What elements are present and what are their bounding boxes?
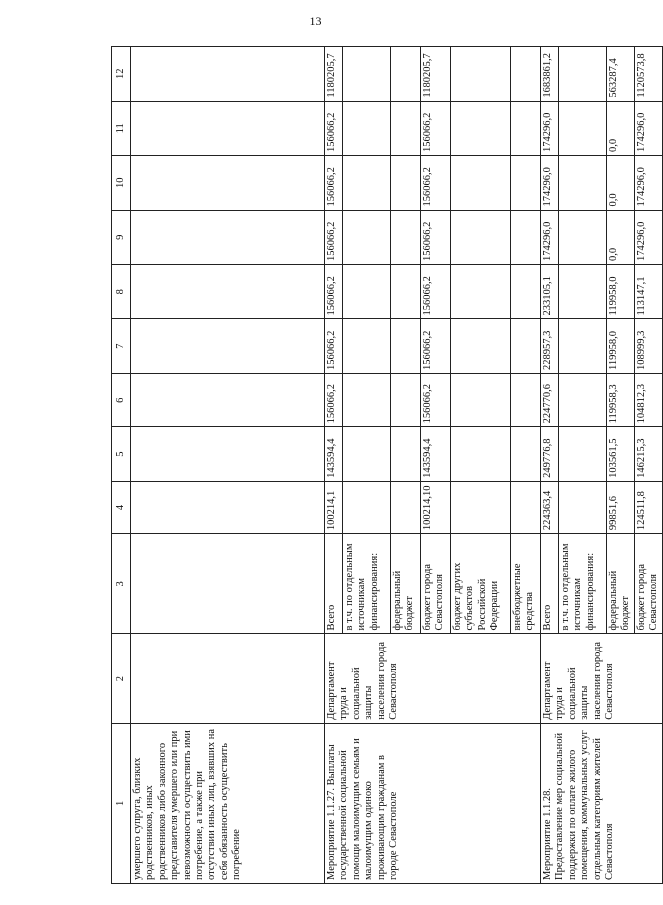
- table-cell: [343, 373, 391, 426]
- table-cell: 156066,2: [421, 156, 451, 210]
- table-cell: [451, 156, 511, 210]
- table-cell: 0,0: [607, 101, 635, 155]
- table-cell: 143594,4: [421, 427, 451, 481]
- table-cell: [131, 47, 325, 102]
- table-cell: 174296,0: [635, 156, 663, 210]
- table-cell: Мероприятие 1.1.27. Выплаты государственной социальной помощи малоимущим семьям и малоимущим одиноко проживающим гражданам в городе Севастополе: [325, 723, 541, 883]
- table-cell: [451, 47, 511, 102]
- table-row: [541, 47, 559, 884]
- table-cell: 146215,3: [635, 427, 663, 481]
- table-cell: 143594,4: [325, 427, 343, 481]
- table-cell: 228957,3: [541, 319, 559, 373]
- table-cell: [343, 210, 391, 264]
- table-cell: [451, 481, 511, 533]
- table-cell: [511, 101, 541, 155]
- column-header: 11: [112, 101, 131, 155]
- table-cell: [131, 101, 325, 155]
- table-row: [325, 47, 343, 884]
- table-row: [131, 47, 325, 884]
- table-cell: внебюджетные средства: [511, 534, 541, 634]
- table-cell: 100214,10: [421, 481, 451, 533]
- table-cell: [391, 210, 421, 264]
- table-cell: [391, 319, 421, 373]
- table-cell: 1120573,8: [635, 47, 663, 102]
- table-cell: [391, 47, 421, 102]
- table-cell: Департамент труда и социальной защиты населения города Севастополя: [541, 634, 663, 723]
- table-cell: 156066,2: [421, 210, 451, 264]
- table-cell: Всего: [541, 534, 559, 634]
- table-cell: [451, 319, 511, 373]
- table-cell: [391, 265, 421, 319]
- table-cell: [391, 101, 421, 155]
- table-cell: 156066,2: [325, 373, 343, 426]
- table-cell: [131, 210, 325, 264]
- table-cell: [343, 101, 391, 155]
- table-cell: [131, 534, 325, 634]
- table-cell: 156066,2: [421, 265, 451, 319]
- table-cell: [511, 47, 541, 102]
- table-cell: [559, 210, 607, 264]
- table-cell: в т.ч. по отдельным источникам финансирования:: [559, 534, 607, 634]
- column-header: 1: [112, 723, 131, 883]
- table-cell: [131, 265, 325, 319]
- page-number: 13: [309, 14, 322, 28]
- table-cell: 156066,2: [421, 319, 451, 373]
- table-cell: бюджет города Севастополя: [421, 534, 451, 634]
- table-cell: федеральный бюджет: [391, 534, 421, 634]
- table-cell: 119958,0: [607, 265, 635, 319]
- table-cell: [131, 319, 325, 373]
- table-wrapper: [111, 46, 660, 884]
- table-cell: 0,0: [607, 156, 635, 210]
- table-cell: 174296,0: [541, 210, 559, 264]
- table-cell: [511, 481, 541, 533]
- table-cell: [511, 373, 541, 426]
- table-cell: [343, 156, 391, 210]
- column-header: 10: [112, 156, 131, 210]
- table-cell: [391, 427, 421, 481]
- table-cell: [391, 481, 421, 533]
- table-cell: федеральный бюджет: [607, 534, 635, 634]
- table-cell: 0,0: [607, 210, 635, 264]
- table-cell: [511, 156, 541, 210]
- table-cell: [343, 481, 391, 533]
- column-header: 12: [112, 47, 131, 102]
- table-cell: 156066,2: [325, 319, 343, 373]
- table-cell: 103561,5: [607, 427, 635, 481]
- table-cell: [559, 265, 607, 319]
- column-header: 7: [112, 319, 131, 373]
- column-header: 2: [112, 634, 131, 723]
- table-cell: [451, 210, 511, 264]
- table-cell: 119958,3: [607, 373, 635, 426]
- table-cell: [559, 156, 607, 210]
- budget-table: [111, 46, 663, 884]
- table-cell: [391, 373, 421, 426]
- table-cell: Всего: [325, 534, 343, 634]
- table-cell: [559, 481, 607, 533]
- table-cell: Мероприятие 1.1.28. Предоставление мер социальной поддержки по оплате жилого помещения, коммунальных услуг отдельным категориям жителей Севастополя: [541, 723, 663, 883]
- table-cell: Департамент труда и социальной защиты населения города Севастополя: [325, 634, 541, 723]
- table-cell: [511, 319, 541, 373]
- table-cell: [131, 634, 325, 723]
- table-cell: 233105,1: [541, 265, 559, 319]
- table-cell: бюджет города Севастополя: [635, 534, 663, 634]
- table-cell: [559, 319, 607, 373]
- table-cell: 124511,8: [635, 481, 663, 533]
- table-cell: 119958,0: [607, 319, 635, 373]
- table-cell: [451, 101, 511, 155]
- column-header: 4: [112, 481, 131, 533]
- table-cell: 174296,0: [635, 210, 663, 264]
- table-cell: 156066,2: [325, 210, 343, 264]
- table-cell: [511, 427, 541, 481]
- column-header: 5: [112, 427, 131, 481]
- table-cell: 104812,3: [635, 373, 663, 426]
- table-cell: 563287,4: [607, 47, 635, 102]
- table-cell: 113147,1: [635, 265, 663, 319]
- table-cell: [559, 101, 607, 155]
- table-cell: 1180205,7: [325, 47, 343, 102]
- table-cell: [559, 373, 607, 426]
- table-cell: 108999,3: [635, 319, 663, 373]
- table-cell: 156066,2: [325, 156, 343, 210]
- table-cell: [343, 319, 391, 373]
- table-cell: [131, 427, 325, 481]
- table-cell: 174296,0: [541, 101, 559, 155]
- table-cell: [559, 427, 607, 481]
- table-cell: 224770,6: [541, 373, 559, 426]
- header-row: [112, 47, 131, 884]
- table-cell: [131, 373, 325, 426]
- column-header: 6: [112, 373, 131, 426]
- table-cell: [343, 265, 391, 319]
- table-cell: умершего супруга, близких родственников, иных родственников либо законного представителя умершего или при невозможности осуществить ими потребение, а также при отсутствии иных лиц, взявших на себя обязанность осуществить погребение: [131, 723, 325, 883]
- table-cell: 100214,1: [325, 481, 343, 533]
- table-cell: 156066,2: [325, 101, 343, 155]
- table-cell: [343, 47, 391, 102]
- table-cell: [451, 265, 511, 319]
- table-cell: 156066,2: [325, 265, 343, 319]
- table-cell: [511, 210, 541, 264]
- table-cell: 99851,6: [607, 481, 635, 533]
- table-cell: [451, 373, 511, 426]
- table-cell: 1180205,7: [421, 47, 451, 102]
- table-cell: [131, 156, 325, 210]
- table-cell: [343, 427, 391, 481]
- table-cell: в т.ч. по отдельным источникам финансирования:: [343, 534, 391, 634]
- table-cell: бюджет других субъектов Российской Федерации: [451, 534, 511, 634]
- column-header: 3: [112, 534, 131, 634]
- table-cell: 224363,4: [541, 481, 559, 533]
- table-cell: 174296,0: [541, 156, 559, 210]
- table-cell: 156066,2: [421, 373, 451, 426]
- table-cell: 249776,8: [541, 427, 559, 481]
- table-cell: 1683861,2: [541, 47, 559, 102]
- column-header: 9: [112, 210, 131, 264]
- table-cell: [131, 481, 325, 533]
- table-cell: 156066,2: [421, 101, 451, 155]
- table-cell: [559, 47, 607, 102]
- table-cell: 174296,0: [635, 101, 663, 155]
- column-header: 8: [112, 265, 131, 319]
- table-cell: [511, 265, 541, 319]
- table-cell: [391, 156, 421, 210]
- table-cell: [451, 427, 511, 481]
